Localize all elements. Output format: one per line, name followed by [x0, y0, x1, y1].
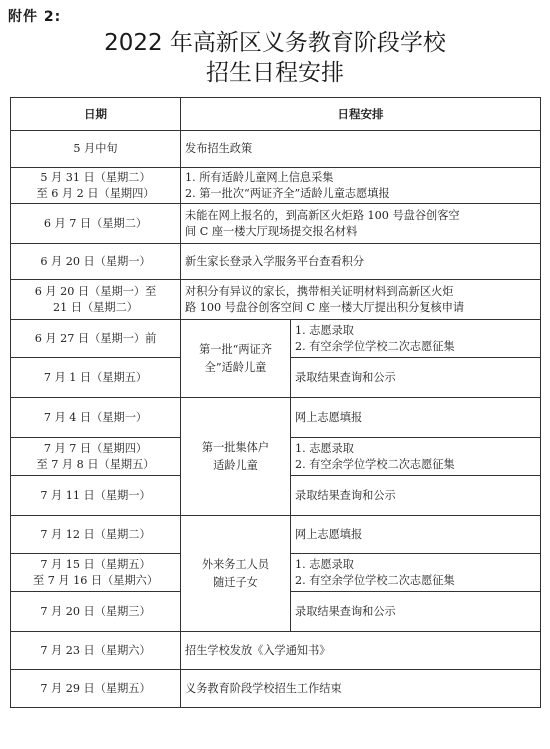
- date-cell: 6 月 20 日（星期一）: [11, 244, 181, 280]
- schedule-cell: 1. 志愿录取 2. 有空余学位学校二次志愿征集: [291, 554, 541, 592]
- table-row: [11, 398, 541, 438]
- attachment-label: 附件 2:: [8, 9, 62, 25]
- date-cell: 6 月 7 日（星期二）: [11, 204, 181, 244]
- schedule-cell: 录取结果查询和公示: [291, 592, 541, 632]
- schedule-cell: 录取结果查询和公示: [291, 476, 541, 516]
- date-cell: 5 月中旬: [11, 131, 181, 168]
- date-cell: 7 月 15 日（星期五） 至 7 月 16 日（星期六）: [11, 554, 181, 592]
- schedule-cell: 1. 志愿录取 2. 有空余学位学校二次志愿征集: [291, 438, 541, 476]
- table-row: [11, 131, 541, 168]
- schedule-cell: 未能在网上报名的，到高新区火炬路 100 号盘谷创客空 间 C 座一楼大厅现场提交报名材料: [181, 204, 541, 244]
- table-row: [11, 632, 541, 670]
- header-date: 日期: [11, 98, 181, 131]
- header-schedule: 日程安排: [181, 98, 541, 131]
- group-cell: 外来务工人员 随迁子女: [181, 516, 291, 632]
- table-row: [11, 516, 541, 554]
- date-cell: 6 月 20 日（星期一）至 21 日（星期二）: [11, 280, 181, 320]
- date-cell: 7 月 1 日（星期五）: [11, 358, 181, 398]
- table-row: [11, 670, 541, 708]
- table-row: [11, 280, 541, 320]
- date-cell: 5 月 31 日（星期二） 至 6 月 2 日（星期四）: [11, 168, 181, 204]
- table-row: [11, 204, 541, 244]
- date-cell: 6 月 27 日（星期一）前: [11, 320, 181, 358]
- table-row: [11, 320, 541, 358]
- group-cell: 第一批“两证齐 全”适龄儿童: [181, 320, 291, 398]
- document-title: 2022 年高新区义务教育阶段学校: [104, 30, 446, 56]
- schedule-cell: 录取结果查询和公示: [291, 358, 541, 398]
- schedule-cell: 网上志愿填报: [291, 398, 541, 438]
- schedule-cell: 1. 所有适龄儿童网上信息采集 2. 第一批次“两证齐全”适龄儿童志愿填报: [181, 168, 541, 204]
- date-cell: 7 月 12 日（星期二）: [11, 516, 181, 554]
- table-header-row: [11, 98, 541, 131]
- schedule-cell: 1. 志愿录取 2. 有空余学位学校二次志愿征集: [291, 320, 541, 358]
- schedule-cell: 新生家长登录入学服务平台查看积分: [181, 244, 541, 280]
- table-row: [11, 244, 541, 280]
- document-subtitle: 招生日程安排: [206, 60, 344, 86]
- schedule-cell: 发布招生政策: [181, 131, 541, 168]
- date-cell: 7 月 20 日（星期三）: [11, 592, 181, 632]
- date-cell: 7 月 29 日（星期五）: [11, 670, 181, 708]
- date-cell: 7 月 23 日（星期六）: [11, 632, 181, 670]
- schedule-table: [10, 97, 541, 708]
- group-cell: 第一批集体户 适龄儿童: [181, 398, 291, 516]
- date-cell: 7 月 11 日（星期一）: [11, 476, 181, 516]
- date-cell: 7 月 4 日（星期一）: [11, 398, 181, 438]
- schedule-cell: 网上志愿填报: [291, 516, 541, 554]
- schedule-cell: 招生学校发放《入学通知书》: [181, 632, 541, 670]
- table-row: [11, 168, 541, 204]
- date-cell: 7 月 7 日（星期四） 至 7 月 8 日（星期五）: [11, 438, 181, 476]
- schedule-cell: 对积分有异议的家长，携带相关证明材料到高新区火炬 路 100 号盘谷创客空间 C 座一楼大厅提出积分复核申请: [181, 280, 541, 320]
- schedule-cell: 义务教育阶段学校招生工作结束: [181, 670, 541, 708]
